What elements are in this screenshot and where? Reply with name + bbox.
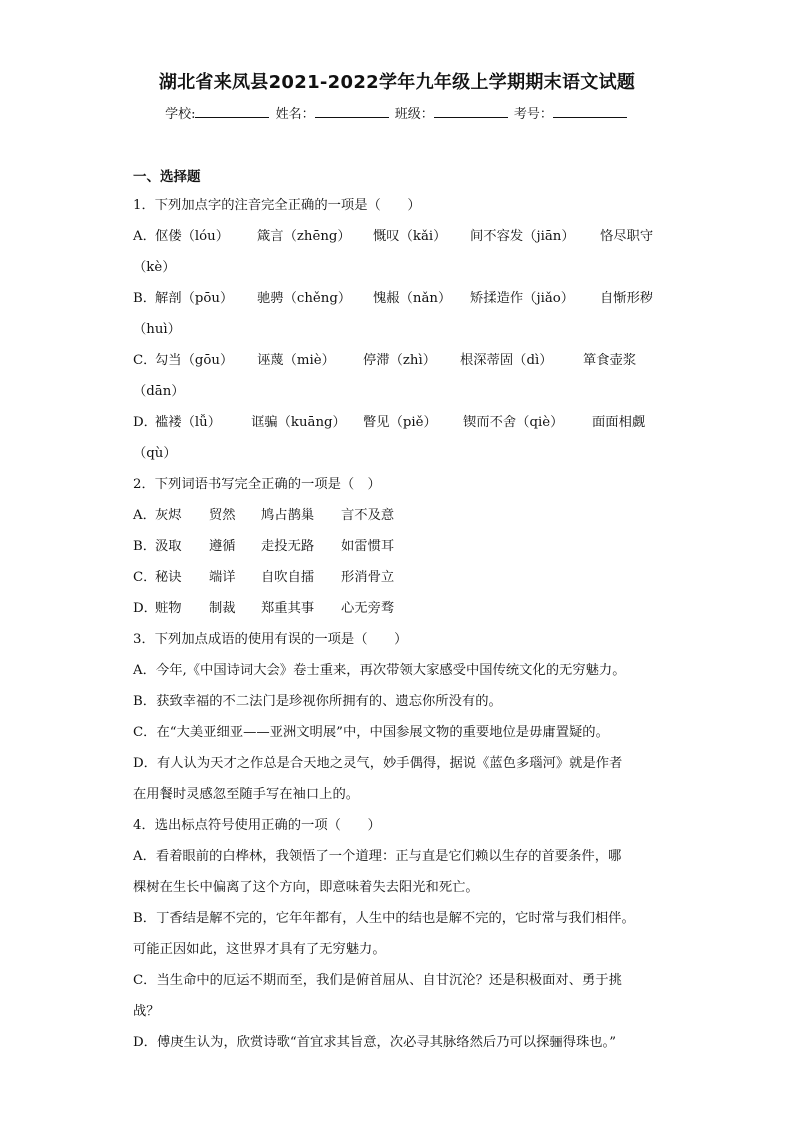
option-label: D． bbox=[133, 1035, 157, 1050]
option-item: 灰烬 bbox=[155, 508, 182, 523]
class-blank bbox=[434, 105, 508, 118]
option-item: 面面相觑 bbox=[592, 415, 646, 430]
question-1-option-b bbox=[133, 283, 663, 314]
option-item: 贸然 bbox=[209, 508, 236, 523]
option-label: C． bbox=[133, 353, 157, 368]
option-item: 褴褛（lǚ） bbox=[155, 415, 222, 430]
option-label: A． bbox=[133, 663, 156, 678]
option-text: 丁香结是解不完的，它年年都有，人生中的结也是解不完的，它时常与我们相伴。 bbox=[156, 911, 635, 926]
section-heading: 一、选择题 bbox=[133, 169, 201, 185]
question-4-option-b bbox=[133, 903, 663, 934]
question-1-option-a-tail: （kè） bbox=[133, 260, 176, 275]
exam-number-label: 考号： bbox=[513, 107, 553, 122]
question-3-option-d-cont: 在用餐时灵感忽至随手写在袖口上的。 bbox=[133, 787, 360, 802]
option-label: B． bbox=[133, 694, 157, 709]
option-label: D． bbox=[133, 601, 157, 616]
question-4-option-c bbox=[133, 965, 663, 996]
option-item: 走投无路 bbox=[261, 539, 315, 554]
question-1-option-d-tail: （qù） bbox=[133, 446, 177, 461]
option-item: 自吹自擂 bbox=[261, 570, 315, 585]
question-3-option-c bbox=[133, 717, 663, 748]
option-item: 郑重其事 bbox=[261, 601, 315, 616]
questions bbox=[133, 190, 663, 1058]
question-2-option-d bbox=[133, 593, 663, 624]
option-label: D． bbox=[133, 756, 157, 771]
question-1-option-c-tail: （dān） bbox=[133, 384, 185, 399]
option-item: 诓骗（kuāng） bbox=[251, 415, 346, 430]
option-text: 今年,《中国诗词大会》卷士重来，再次带领大家感受中国传统文化的无穷魅力。 bbox=[155, 663, 626, 678]
question-3-option-a bbox=[133, 655, 663, 686]
school-blank bbox=[195, 105, 269, 118]
question-3-option-d bbox=[133, 748, 663, 779]
question-1-stem: 1．下列加点字的注音完全正确的一项是（ ） bbox=[133, 198, 421, 213]
class-label: 班级： bbox=[394, 107, 434, 122]
option-item: 矫揉造作（jiǎo） bbox=[470, 291, 575, 306]
option-item: 锲而不舍（qiè） bbox=[463, 415, 564, 430]
option-label: A． bbox=[133, 229, 156, 244]
option-label: D． bbox=[133, 415, 157, 430]
option-item: 鸠占鹊巢 bbox=[261, 508, 315, 523]
option-text: 在“大美亚细亚——亚洲文明展”中，中国参展文物的重要地位是毋庸置疑的。 bbox=[156, 725, 609, 740]
option-item: 伛偻（lóu） bbox=[155, 229, 230, 244]
question-1-option-b-tail: （huì） bbox=[133, 322, 181, 337]
option-text: 当生命中的厄运不期而至，我们是俯首屈从、自甘沉沦？还是积极面对、勇于挑 bbox=[156, 973, 622, 988]
option-label: A． bbox=[133, 508, 156, 523]
question-3-stem: 3．下列加点成语的使用有误的一项是（ ） bbox=[133, 632, 408, 647]
option-item: 驰骋（chěng） bbox=[257, 291, 352, 306]
option-text: 看着眼前的白桦林，我领悟了一个道理：正与直是它们赖以生存的首要条件，哪 bbox=[155, 849, 622, 864]
option-label: B． bbox=[133, 539, 157, 554]
option-label: A． bbox=[133, 849, 156, 864]
question-3-option-b bbox=[133, 686, 663, 717]
question-1-option-c bbox=[133, 345, 663, 376]
option-label: C． bbox=[133, 570, 157, 585]
name-label: 姓名： bbox=[275, 107, 315, 122]
student-info-line bbox=[0, 103, 794, 122]
question-2-option-c bbox=[133, 562, 663, 593]
option-item: 心无旁骛 bbox=[341, 601, 395, 616]
option-label: B． bbox=[133, 911, 157, 926]
option-item: 箪食壶浆 bbox=[583, 353, 637, 368]
option-item: 言不及意 bbox=[341, 508, 395, 523]
option-item: 制裁 bbox=[209, 601, 236, 616]
option-item: 停滞（zhì） bbox=[363, 353, 437, 368]
question-4-option-b-cont: 可能正因如此，这世界才具有了无穷魅力。 bbox=[133, 942, 386, 957]
option-item: 间不容发（jiān） bbox=[470, 229, 575, 244]
option-item: 箴言（zhēng） bbox=[257, 229, 351, 244]
question-2-option-a bbox=[133, 500, 663, 531]
option-item: 瞥见（piě） bbox=[363, 415, 437, 430]
option-item: 诬蔑（miè） bbox=[257, 353, 335, 368]
question-4-option-a bbox=[133, 841, 663, 872]
question-4-option-d bbox=[133, 1027, 663, 1058]
option-item: 汲取 bbox=[155, 539, 182, 554]
option-item: 恪尽职守 bbox=[600, 229, 654, 244]
school-label: 学校: bbox=[165, 107, 196, 122]
exam-number-blank bbox=[553, 105, 627, 118]
option-item: 勾当（gōu） bbox=[155, 353, 234, 368]
option-item: 根深蒂固（dì） bbox=[460, 353, 553, 368]
name-blank bbox=[315, 105, 389, 118]
question-2-option-b bbox=[133, 531, 663, 562]
option-item: 秘诀 bbox=[155, 570, 182, 585]
option-text: 傅庚生认为，欣赏诗歌“首宜求其旨意，次必寻其脉络然后乃可以探骊得珠也。” bbox=[156, 1035, 617, 1050]
option-item: 端详 bbox=[209, 570, 236, 585]
exam-title: 湖北省来凤县2021-2022学年九年级上学期期末语文试题 bbox=[158, 72, 636, 93]
question-4-stem: 4．选出标点符号使用正确的一项（ ） bbox=[133, 818, 381, 833]
option-item: 遵循 bbox=[209, 539, 236, 554]
option-text: 有人认为天才之作总是合天地之灵气，妙手偶得，据说《蓝色多瑙河》就是作者 bbox=[156, 756, 623, 771]
option-text: 获致幸福的不二法门是珍视你所拥有的、遗忘你所没有的。 bbox=[156, 694, 502, 709]
option-item: 形消骨立 bbox=[341, 570, 395, 585]
question-1-option-a bbox=[133, 221, 663, 252]
question-4-option-c-cont: 战？ bbox=[133, 1004, 160, 1019]
option-item: 赃物 bbox=[155, 601, 182, 616]
question-1-option-d bbox=[133, 407, 663, 438]
option-label: C． bbox=[133, 725, 157, 740]
option-item: 如雷惯耳 bbox=[341, 539, 395, 554]
option-item: 自惭形秽 bbox=[600, 291, 654, 306]
option-label: C． bbox=[133, 973, 157, 988]
question-2-stem: 2．下列词语书写完全正确的一项是（ ） bbox=[133, 477, 381, 492]
option-item: 慨叹（kǎi） bbox=[373, 229, 447, 244]
option-label: B． bbox=[133, 291, 157, 306]
option-item: 愧赧（nǎn） bbox=[373, 291, 452, 306]
question-4-option-a-cont: 棵树在生长中偏离了这个方向，即意味着失去阳光和死亡。 bbox=[133, 880, 479, 895]
option-item: 解剖（pōu） bbox=[155, 291, 234, 306]
